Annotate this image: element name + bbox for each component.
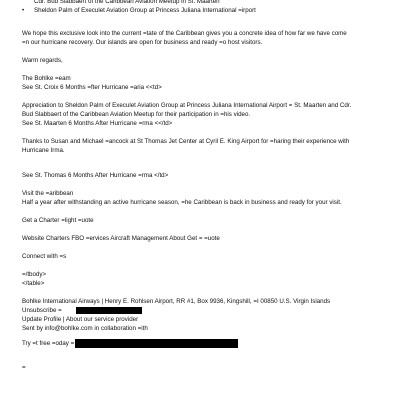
charter-quote-link[interactable]: Get a Charter =light =uote xyxy=(22,217,94,224)
croix-video-link[interactable]: See St. Croix 6 Months =fter Hurricane =aria <<td> xyxy=(22,84,162,91)
redaction-block xyxy=(76,307,142,314)
thanks-text: Hurricane Irma. xyxy=(22,147,65,154)
tbody-code: =/tbody> xyxy=(22,271,47,278)
visit-heading: Visit the =aribbean xyxy=(22,190,74,197)
bullet-text: Sheldon Palm of Execulet Aviation Group at Princess Juliana International =irport xyxy=(34,7,256,14)
bullet-text: Cdr. Bud Slabbaert of the Caribbean Aviation Meetup in St. Maarten xyxy=(34,0,220,5)
end-text: = xyxy=(22,364,26,371)
intro-text: We hope this exclusive look into the current =tate of the Caribbean gives you a concrete idea of how far we have come xyxy=(22,30,347,37)
closing-regards: Warm regards, xyxy=(22,57,63,64)
visit-text: Half a year after withstanding an active hurricane season, =he Caribbean is back in business and ready for your visit. xyxy=(22,199,342,206)
thanks-text: Thanks to Susan and Michael =ancock at St Thomas Jet Center at Cyril E. King Airport for =haring their experience with xyxy=(22,138,350,145)
table-code: </table> xyxy=(22,280,45,287)
intro-text: =n our hurricane recovery. Our islands are open for business and ready =o host visitors. xyxy=(22,39,263,46)
thomas-video-link[interactable]: See St. Thomas 6 Months After Hurricane =rma </td> xyxy=(22,172,169,179)
redaction-block xyxy=(75,339,238,348)
appreciation-text: Appreciation to Sheldon Palm of Execulet Aviation Group at Princess Juliana International Airport = St. Maarten and Cdr. xyxy=(22,102,352,109)
unsubscribe-link[interactable]: Unsubscribe = xyxy=(22,307,62,314)
signoff: The Bohlke =eam xyxy=(22,75,71,82)
nav-links[interactable]: Website Charters FBO =ervices Aircraft Management About Get = =uote xyxy=(22,235,220,242)
connect-text: Connect with =s xyxy=(22,253,67,260)
update-profile-link[interactable]: Update Profile | About our service provider xyxy=(22,316,139,323)
footer-address: Bohlke International Airways | Henry E. Rohlsen Airport, RR #1, Box 9936, Kingshill, =I 00850 U.S. Virgin Islands xyxy=(22,298,331,305)
sent-by-text: Sent by info@bohlke.com in collaboration =ith xyxy=(22,325,148,332)
try-free-link[interactable]: Try =t free =oday = xyxy=(22,340,75,347)
maarten-video-link[interactable]: See St. Maarten 6 Months After Hurricane =rma <</td> xyxy=(22,120,173,127)
appreciation-text: Bud Slabbaert of the Caribbean Aviation Meetup for their participation in =his video. xyxy=(22,111,251,118)
bullet-symbol: • xyxy=(22,7,25,14)
